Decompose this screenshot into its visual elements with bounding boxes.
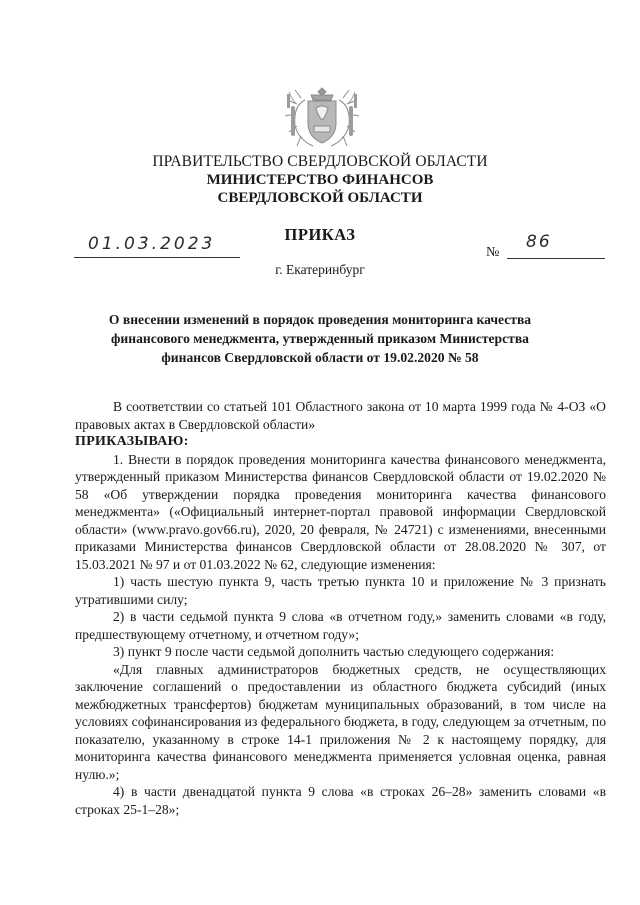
date-underline: [74, 257, 240, 258]
header-government: ПРАВИТЕЛЬСТВО СВЕРДЛОВСКОЙ ОБЛАСТИ: [152, 153, 488, 170]
paragraph-1-1: 1) часть шестую пункта 9, часть третью пункта 10 и приложение № 3 признать утратившими силу;: [75, 574, 606, 607]
city: г. Екатеринбург: [275, 262, 365, 277]
paragraph-quote: «Для главных администраторов бюджетных средств, не осуществляющих заключение соглашений о предоставлении из областного бюджета субсидий (иных межбюджетных трансфертов) бюджетам муниципальных образований, в том числе на условиях софинансирования из федерального бюджета, в году, следующем за отчетным, по показателю, указанному в строке 14-1 приложения № 2 к настоящему порядку, для мониторинга качества финансового менеджмента применяется условная оценка, равная нулю.»;: [75, 661, 606, 782]
header-ministry: МИНИСТЕРСТВО ФИНАНСОВ: [206, 172, 434, 188]
number-label: №: [486, 245, 500, 260]
paragraph-1: 1. Внести в порядок проведения мониторинга качества финансового менеджмента, утвержденный приказом Министерства финансов Свердловской области от 19.02.2020 № 58 «Об утверждении порядка проведения мониторинга качества финансового менеджмента» («Официальный интернет-портал правовой информации Свердловской области» (www.pravo.gov66.ru), 2020, 20 февраля, № 24721) с изменениями, внесенными приказами Министерства финансов Свердловской области от 28.08.2020 № 307, от 15.03.2021 № 97 и от 01.03.2022 № 62, следующие изменения:: [75, 451, 606, 572]
intro-paragraph: В соответствии со статьей 101 Областного закона от 10 марта 1999 года № 4-ОЗ «О правовых актах в Свердловской области»: [75, 399, 606, 432]
handwritten-date: 01.03.2023: [88, 234, 216, 254]
number-underline: [507, 258, 605, 259]
paragraph-1-2: 2) в части седьмой пункта 9 слова «в отчетном году,» заменить словами «в году, предшествующему отчетному, и отчетном году»;: [75, 609, 606, 642]
coat-of-arms-icon: [281, 86, 363, 154]
paragraph-1-3: 3) пункт 9 после части седьмой дополнить частью следующего содержания:: [113, 644, 555, 659]
paragraph-1-4: 4) в части двенадцатой пункта 9 слова «в строках 26–28» заменить словами «в строках 25-1–28»;: [75, 784, 606, 817]
header-region: СВЕРДЛОВСКОЙ ОБЛАСТИ: [217, 190, 423, 206]
orders-heading: ПРИКАЗЫВАЮ:: [75, 434, 189, 449]
document-subject: О внесении изменений в порядок проведения мониторинга качества финансового менеджмента, утвержденный приказом Министерства финансов Свердловской области от 19.02.2020 № 58: [108, 312, 532, 365]
document-body: [75, 398, 606, 818]
handwritten-number: 86: [526, 232, 552, 252]
document-type: ПРИКАЗ: [284, 225, 356, 244]
